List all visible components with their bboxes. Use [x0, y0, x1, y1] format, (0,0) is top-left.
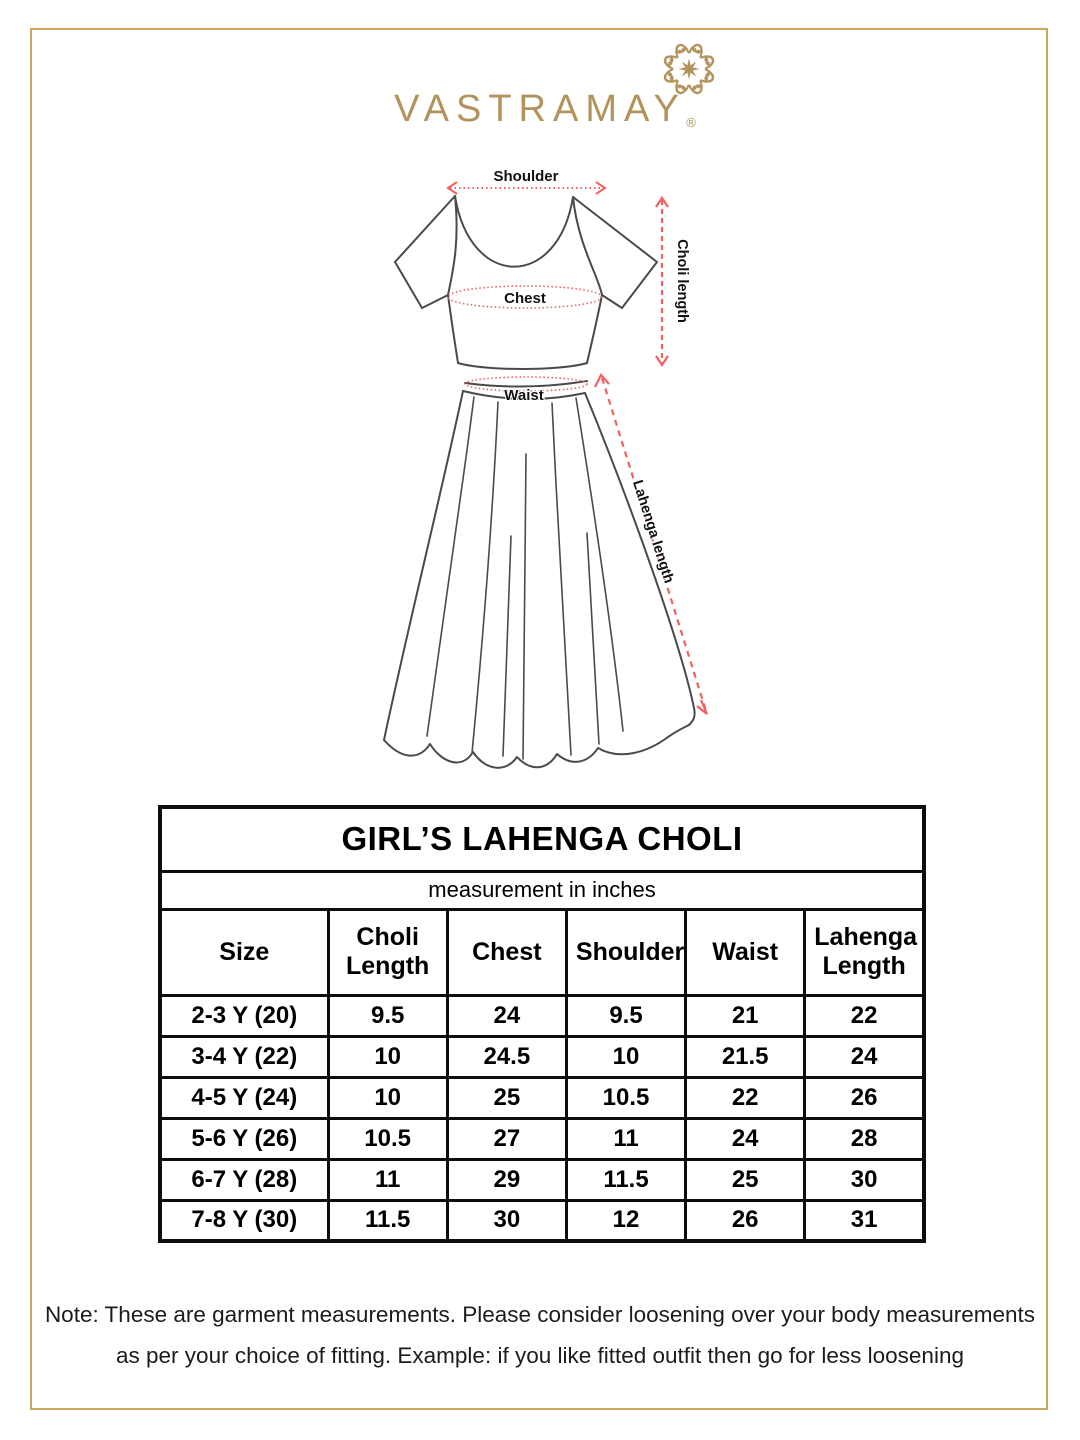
- table-row: [160, 1118, 924, 1159]
- size-chart-table: [158, 805, 926, 1243]
- eight-point-star: [678, 58, 699, 79]
- brand-name: VASTRAMAY: [394, 88, 686, 130]
- table-title-row: [160, 807, 924, 871]
- table-subtitle-row: [160, 871, 924, 909]
- value-cell: 10.5: [566, 1077, 685, 1118]
- size-cell: 5-6 Y (26): [160, 1118, 328, 1159]
- waist-label: Waist: [504, 387, 544, 404]
- table-header-row: [160, 909, 924, 995]
- value-cell: 10.5: [328, 1118, 447, 1159]
- value-cell: 27: [447, 1118, 566, 1159]
- value-cell: 30: [447, 1200, 566, 1241]
- choli-length-arrow: [656, 198, 668, 365]
- value-cell: 25: [686, 1159, 805, 1200]
- chest-label: Chest: [504, 290, 546, 307]
- table-row: [160, 1159, 924, 1200]
- size-cell: 6-7 Y (28): [160, 1159, 328, 1200]
- shoulder-label: Shoulder: [493, 168, 559, 185]
- table-row: [160, 1077, 924, 1118]
- value-cell: 21: [686, 995, 805, 1036]
- lahenga-pleat-lines: [427, 397, 623, 759]
- value-cell: 10: [328, 1036, 447, 1077]
- table-title: GIRL’S LAHENGA CHOLI: [160, 807, 924, 871]
- value-cell: 26: [805, 1077, 924, 1118]
- value-cell: 28: [805, 1118, 924, 1159]
- size-cell: 7-8 Y (30): [160, 1200, 328, 1241]
- measurement-note: [0, 1294, 1080, 1376]
- value-cell: 21.5: [686, 1036, 805, 1077]
- table-row: [160, 1200, 924, 1241]
- value-cell: 26: [686, 1200, 805, 1241]
- value-cell: 24: [686, 1118, 805, 1159]
- value-cell: 30: [805, 1159, 924, 1200]
- value-cell: 10: [328, 1077, 447, 1118]
- size-cell: 4-5 Y (24): [160, 1077, 328, 1118]
- value-cell: 12: [566, 1200, 685, 1241]
- garment-measurement-diagram: [380, 160, 740, 800]
- brand-lockup: [394, 88, 696, 131]
- col-header-choli-length: Choli Length: [328, 909, 447, 995]
- table-row: [160, 995, 924, 1036]
- note-line-2: as per your choice of fitting. Example: if you like fitted outfit then go for less loosening: [116, 1343, 964, 1368]
- note-line-1: Note: These are garment measurements. Please consider loosening over your body measurements: [44, 1302, 1036, 1327]
- value-cell: 9.5: [328, 995, 447, 1036]
- col-header-waist: Waist: [686, 909, 805, 995]
- choli-length-label: Choli length: [674, 239, 690, 323]
- mandala-star-icon: [658, 38, 720, 100]
- brand-header: [0, 88, 1080, 131]
- value-cell: 11.5: [566, 1159, 685, 1200]
- value-cell: 29: [447, 1159, 566, 1200]
- value-cell: 9.5: [566, 995, 685, 1036]
- value-cell: 24.5: [447, 1036, 566, 1077]
- col-header-lahenga-length: Lahenga Length: [805, 909, 924, 995]
- value-cell: 11: [566, 1118, 685, 1159]
- value-cell: 25: [447, 1077, 566, 1118]
- size-cell: 3-4 Y (22): [160, 1036, 328, 1077]
- col-header-chest: Chest: [447, 909, 566, 995]
- table-row: [160, 1036, 924, 1077]
- registered-trademark-symbol: ®: [686, 115, 696, 130]
- choli-outline: [395, 196, 657, 369]
- table-subtitle: measurement in inches: [160, 871, 924, 909]
- lahenga-length-label: Lahenga length: [629, 478, 677, 586]
- col-header-shoulder: Shoulder: [566, 909, 685, 995]
- value-cell: 10: [566, 1036, 685, 1077]
- value-cell: 24: [447, 995, 566, 1036]
- size-cell: 2-3 Y (20): [160, 995, 328, 1036]
- col-header-size: Size: [160, 909, 328, 995]
- value-cell: 11: [328, 1159, 447, 1200]
- value-cell: 11.5: [328, 1200, 447, 1241]
- value-cell: 22: [805, 995, 924, 1036]
- value-cell: 22: [686, 1077, 805, 1118]
- value-cell: 31: [805, 1200, 924, 1241]
- value-cell: 24: [805, 1036, 924, 1077]
